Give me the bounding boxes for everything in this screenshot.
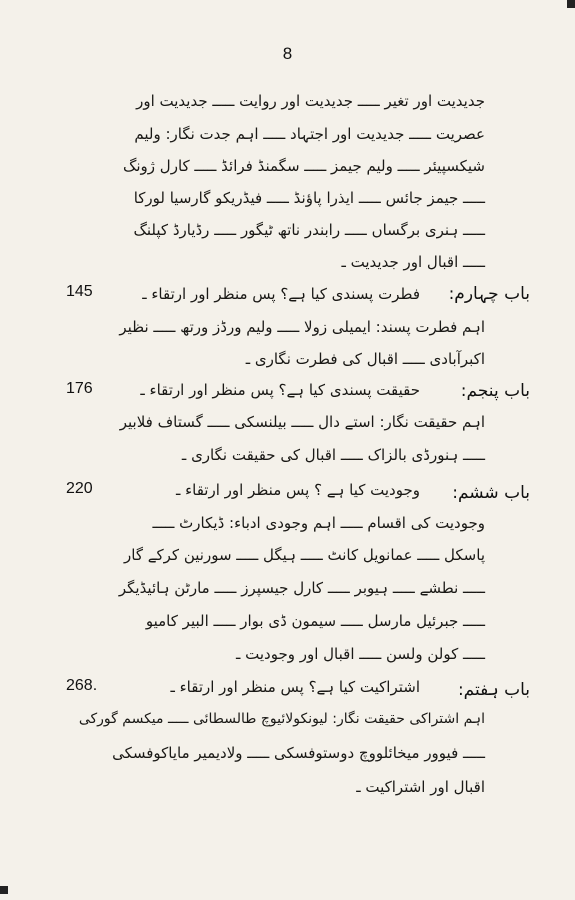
chapter-page-7: 268. bbox=[66, 677, 98, 694]
intro-line: ـــــ جیمز جائس ـــــ ایذرا پاؤنڈ ـــــ فیڈریکو گارسیا لورکا bbox=[133, 189, 485, 207]
chapter-7-line: اہم اشتراکی حقیقت نگار: لیونکولائیوچ طالسطائی ـــــ میکسم گورکی bbox=[78, 711, 485, 727]
intro-line: ـــــ اقبال اور جدیدیت ـ bbox=[341, 253, 485, 271]
chapter-4-line: فطرت پسندی کیا ہے؟ پس منظر اور ارتقاء ـ bbox=[142, 285, 420, 303]
chapter-heading-5: باب پنجم: bbox=[460, 381, 530, 401]
chapter-5-line: ـــــ ہنورڈی بالزاک ـــــ اقبال کی حقیقت نگاری ـ bbox=[181, 446, 485, 464]
chapter-4-line: اکبرآبادی ـــــ اقبال کی فطرت نگاری ـ bbox=[245, 350, 485, 368]
chapter-6-line: ـــــ جبرئیل مارسل ـــــ سیمون ڈی بوار ـــــ البیر کامیو bbox=[145, 612, 485, 630]
chapter-6-line: ـــــ کولن ولسن ـــــ اقبال اور وجودیت ـ bbox=[235, 645, 485, 663]
intro-line: جدیدیت اور تغیر ـــــ جدیدیت اور روایت ـــــ جدیدیت اور bbox=[136, 92, 485, 110]
chapter-5-line: حقیقت پسندی کیا ہے؟ پس منظر اور ارتقاء ـ bbox=[140, 381, 420, 399]
intro-line: عصریت ـــــ جدیدیت اور اجتہاد ـــــ اہم جدت نگار: ولیم bbox=[134, 125, 485, 143]
chapter-heading-4: باب چہارم: bbox=[448, 284, 530, 304]
chapter-page-5: 176 bbox=[66, 380, 93, 397]
corner-mark-top-right bbox=[567, 0, 575, 8]
chapter-6-line: وجودیت کی اقسام ـــــ اہم وجودی ادباء: ڈیکارٹ ـــــ bbox=[152, 514, 485, 532]
chapter-6-line: ـــــ نطشے ـــــ ہیوبر ـــــ کارل جیسپرز ـــــ مارٹن ہائیڈیگر bbox=[118, 579, 485, 597]
corner-mark-bottom-left bbox=[0, 886, 8, 894]
intro-line: ـــــ ہنری برگساں ـــــ رابندر ناتھ ٹیگور ـــــ رڈیارڈ کپلنگ bbox=[133, 221, 485, 239]
chapter-page-6: 220 bbox=[66, 480, 93, 497]
chapter-heading-7: باب ہفتم: bbox=[457, 680, 530, 700]
page-number: 8 bbox=[282, 44, 293, 63]
intro-line: شیکسپیئر ـــــ ولیم جیمز ـــــ سگمنڈ فرائڈ ـــــ کارل ژونگ bbox=[122, 157, 485, 175]
chapter-6-line: وجودیت کیا ہے ؟ پس منظر اور ارتقاء ـ bbox=[175, 481, 420, 499]
chapter-6-line: پاسکل ـــــ عمانویل کانٹ ـــــ ہیگل ـــــ سورنین کرکے گار bbox=[124, 546, 485, 564]
chapter-7-line: اقبال اور اشتراکیت ـ bbox=[356, 778, 485, 796]
chapter-7-line: ـــــ فیوور میخائلووچ دوستوفسکی ـــــ ولادیمیر مایاکوفسکی bbox=[112, 744, 485, 762]
chapter-5-line: اہم حقیقت نگار: استے دال ـــــ بیلنسکی ـــــ گستاف فلابیر bbox=[119, 413, 485, 431]
chapter-heading-6: باب ششم: bbox=[452, 483, 530, 503]
chapter-4-line: اہم فطرت پسند: ایمیلی زولا ـــــ ولیم ورڈز ورتھ ـــــ نظیر bbox=[119, 318, 485, 336]
chapter-7-line: اشتراکیت کیا ہے؟ پس منظر اور ارتقاء ـ bbox=[170, 678, 420, 696]
chapter-page-4: 145 bbox=[66, 283, 93, 300]
